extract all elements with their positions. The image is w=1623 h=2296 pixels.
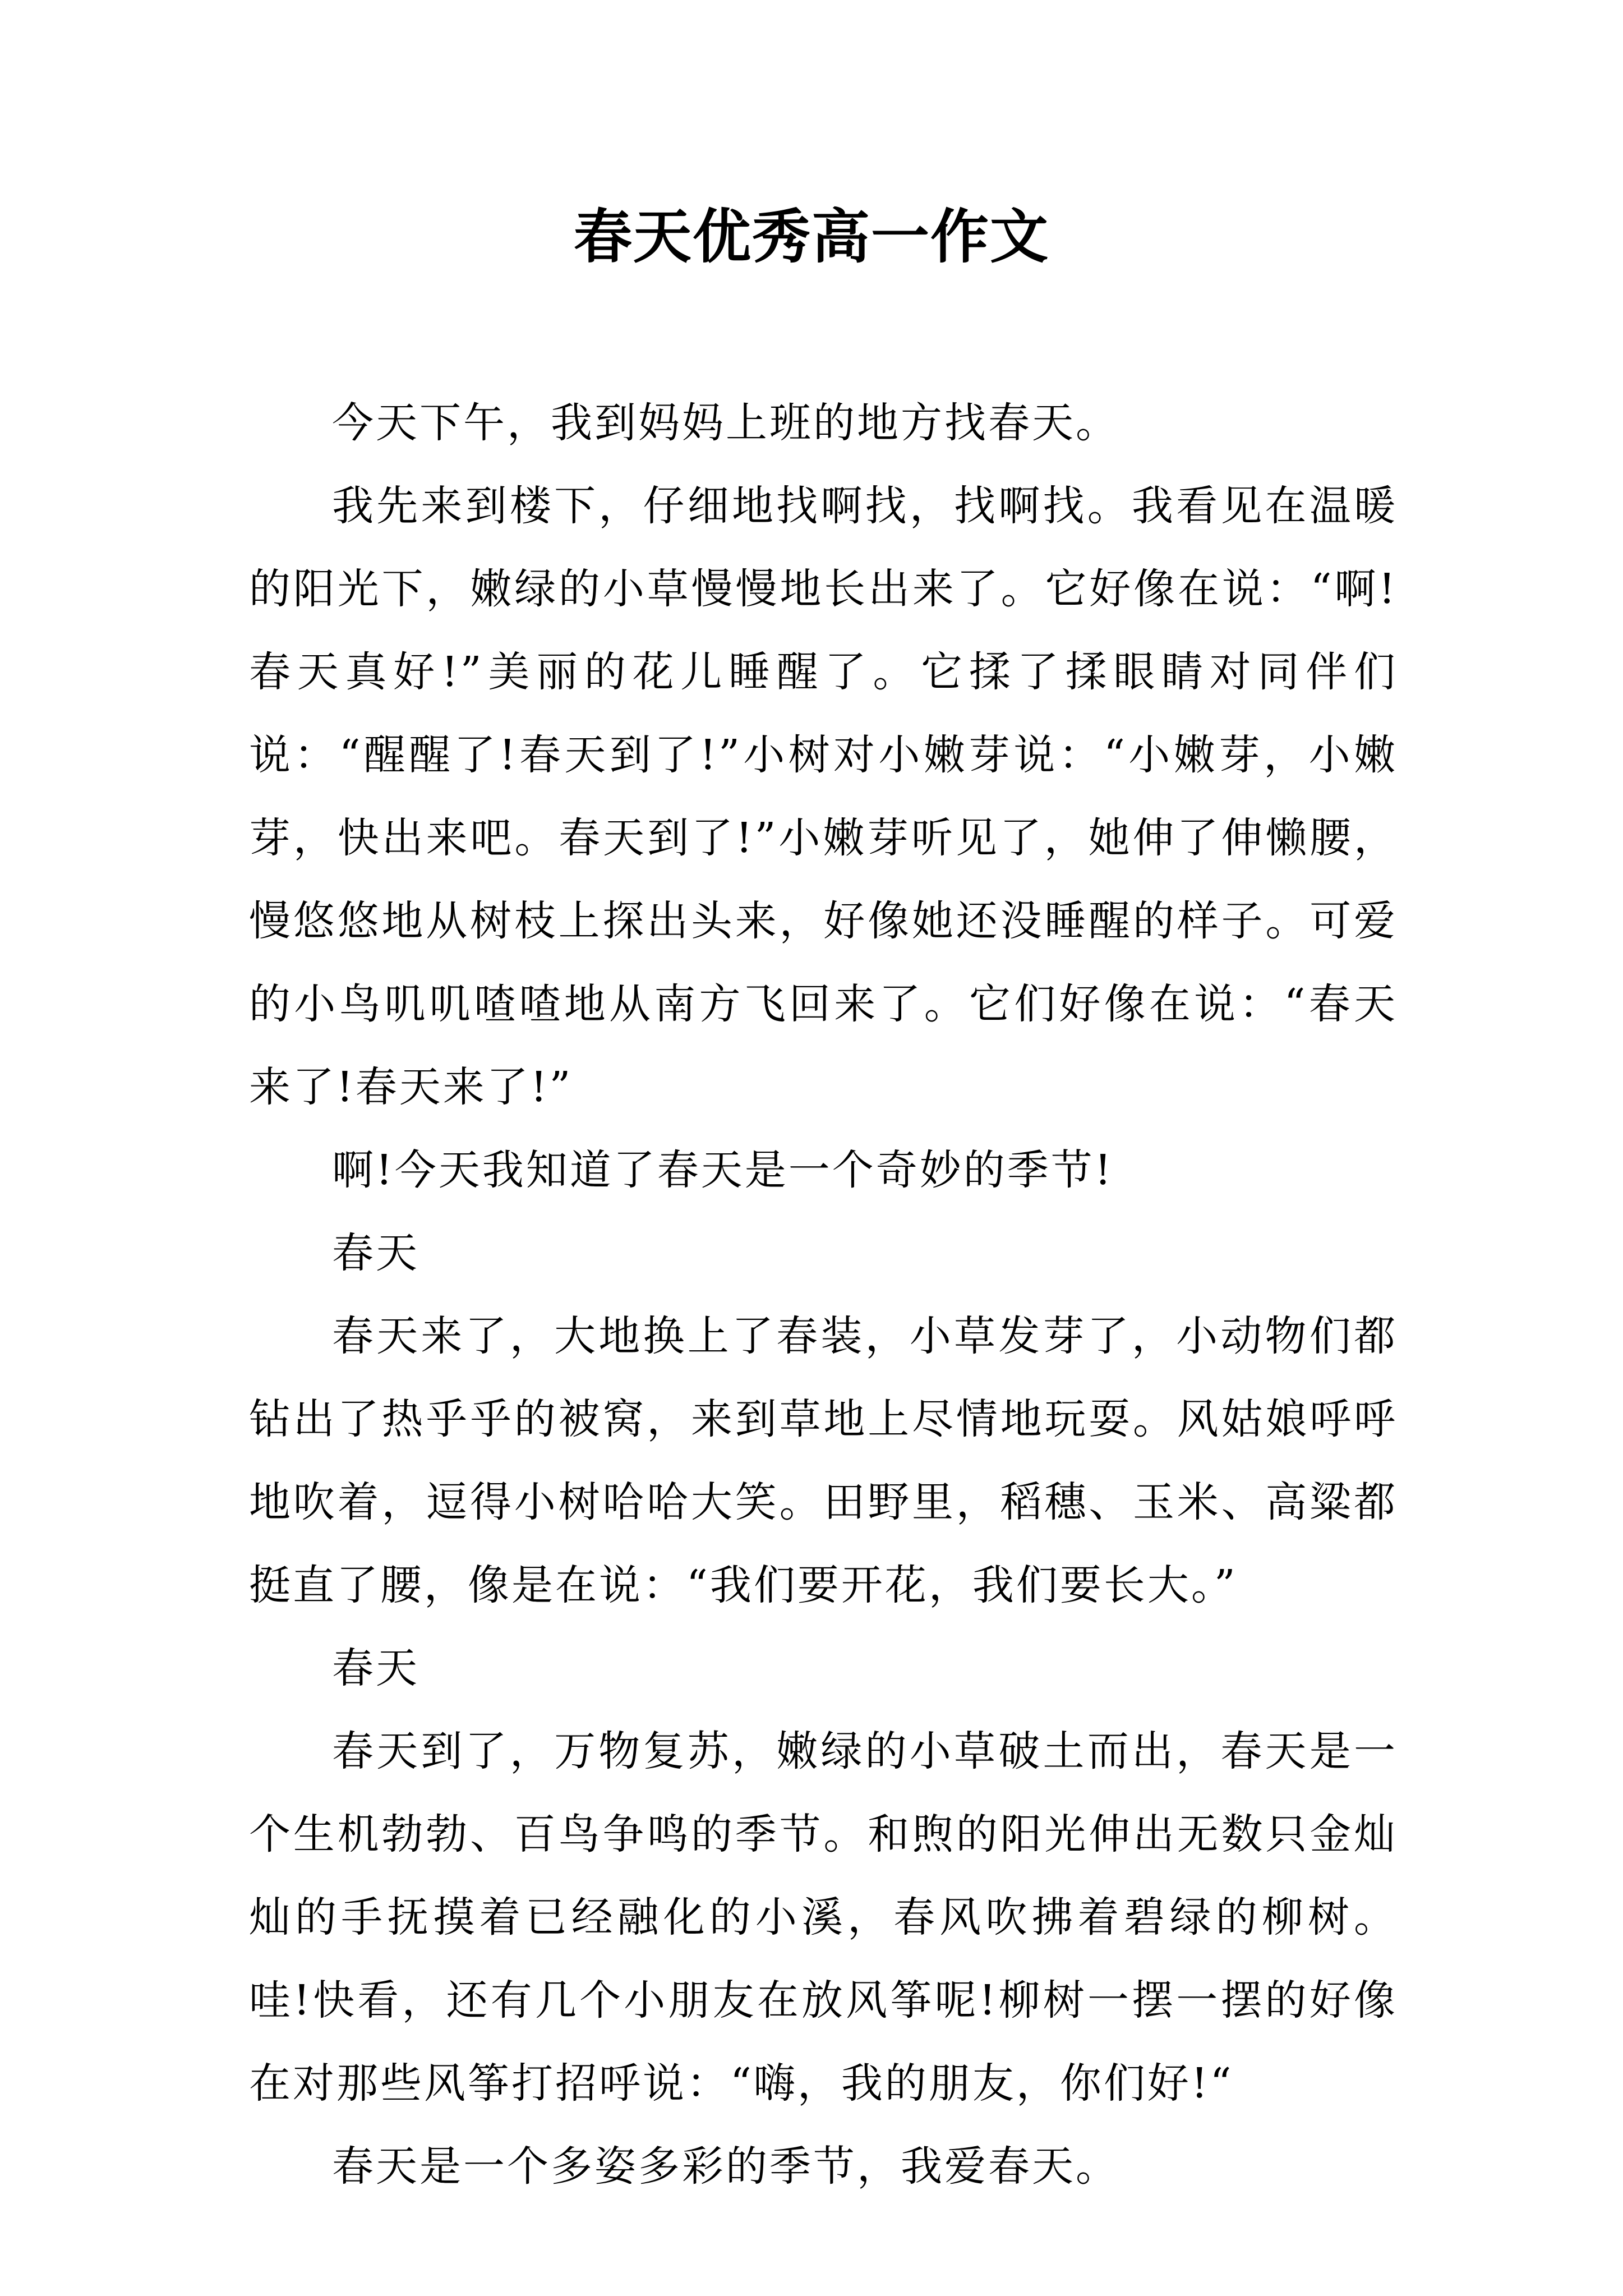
paragraph: 我先来到楼下，仔细地找啊找，找啊找。我看见在温暖的阳光下，嫩绿的小草慢慢地长出来了。它好像在说：“啊!春天真好!”美丽的花儿睡醒了。它揉了揉眼睛对同伴们说：“醒醒了!春天到了!”小树对小嫩芽说：“小嫩芽，小嫩芽，快出来吧。春天到了!”小嫩芽听见了，她伸了伸懒腰，慢悠悠地从树枝上探出头来，好像她还没睡醒的样子。可爱的小鸟叽叽喳喳地从南方飞回来了。它们好像在说：“春天来了!春天来了!” — [249, 482, 1398, 1111]
paragraph: 春天到了，万物复苏，嫩绿的小草破土而出，春天是一个生机勃勃、百鸟争鸣的季节。和煦的阳光伸出无数只金灿灿的手抚摸着已经融化的小溪，春风吹拂着碧绿的柳树。哇!快看，还有几个小朋友在放风筝呢!柳树一摆一摆的好像在对那些风筝打招呼说：“嗨，我的朋友，你们好!“ — [249, 1727, 1398, 2108]
document-title: 春天优秀高一作文 — [573, 202, 1049, 271]
paragraph: 春天是一个多姿多彩的季节，我爱春天。 — [332, 2142, 1119, 2191]
paragraph: 春天来了，大地换上了春装，小草发芽了，小动物们都钻出了热乎乎的被窝，来到草地上尽情地玩耍。风姑娘呼呼地吹着，逗得小树哈哈大笑。田野里，稻穗、玉米、高粱都挺直了腰，像是在说：“我们要开花，我们要长大。” — [249, 1312, 1398, 1609]
section-heading: 春天 — [332, 1644, 419, 1692]
document-body — [249, 381, 1398, 2208]
section-heading: 春天 — [332, 1229, 419, 1277]
paragraph: 啊!今天我知道了春天是一个奇妙的季节! — [332, 1146, 1114, 1194]
paragraph: 今天下午，我到妈妈上班的地方找春天。 — [332, 399, 1119, 447]
